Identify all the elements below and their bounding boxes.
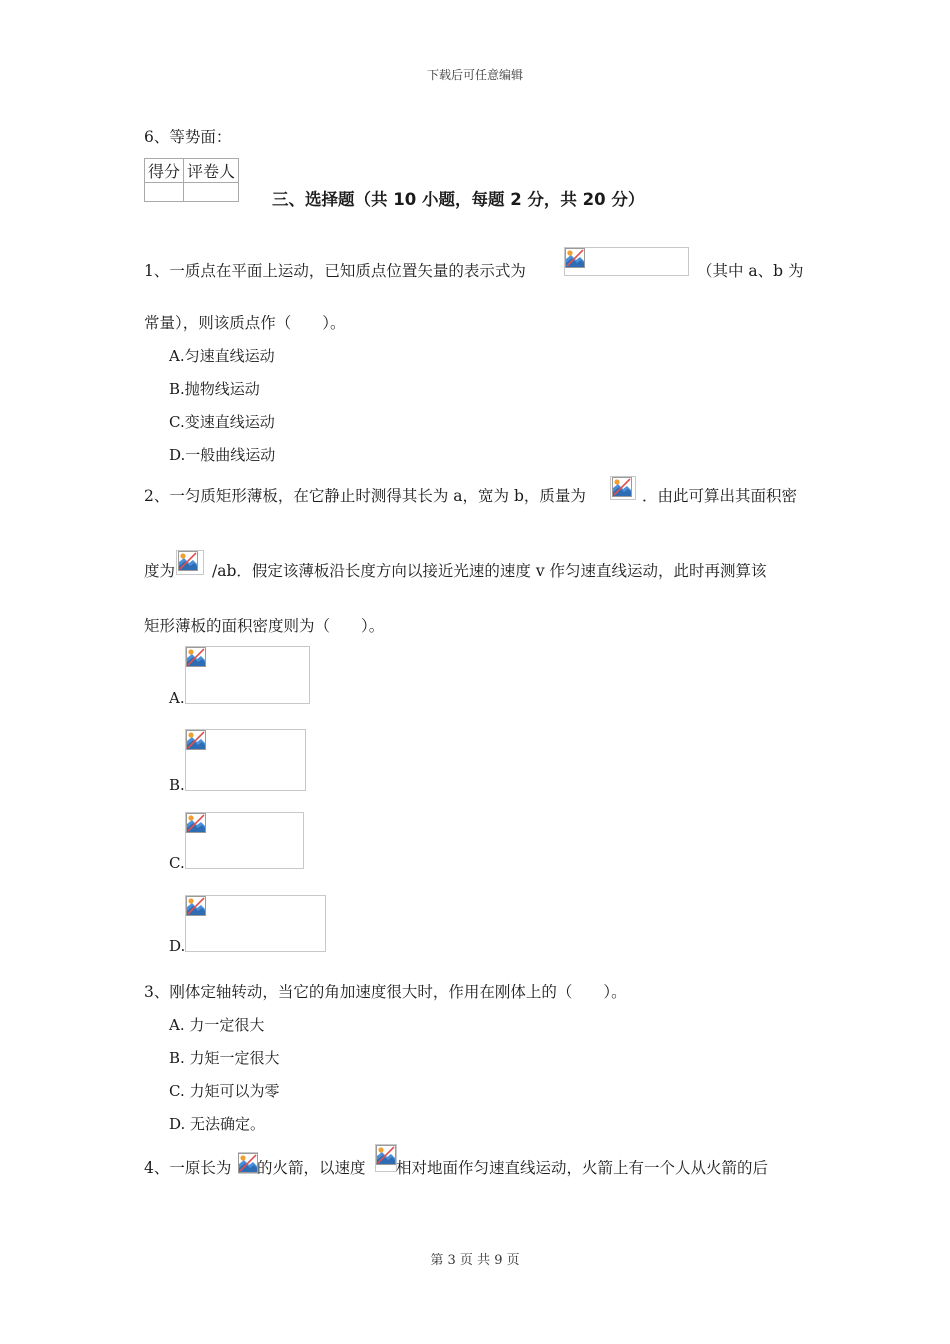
q3-option-c: C. 力矩可以为零: [169, 1082, 280, 1100]
broken-image-icon: [186, 647, 206, 667]
q1-formula-image: [564, 247, 689, 276]
score-cell: [145, 183, 184, 202]
q1-stem-line2: 常量），则该质点作（ ）。: [144, 314, 346, 332]
broken-image-icon: [238, 1153, 258, 1173]
section-title: 三、选择题（共 10 小题，每题 2 分，共 20 分）: [272, 190, 645, 209]
broken-image-icon: [186, 730, 206, 750]
q4-stem-part2: 的火箭，以速度: [257, 1159, 366, 1177]
q2-stem-part2: ．由此可算出其面积密: [642, 487, 798, 505]
q3-option-b: B. 力矩一定很大: [169, 1049, 280, 1067]
q2-density-image: [176, 550, 204, 575]
score-table: [144, 158, 239, 202]
q1-option-d: D.一般曲线运动: [169, 446, 276, 464]
page-header: 下载后可任意编辑: [426, 68, 523, 82]
q2-option-a-label: A.: [169, 689, 185, 707]
q2-option-d-image: [185, 895, 326, 952]
q2-stem-part1: 2、一匀质矩形薄板，在它静止时测得其长为 a，宽为 b，质量为: [144, 487, 586, 505]
q1-option-c: C.变速直线运动: [169, 413, 275, 431]
score-header: 得分: [145, 159, 184, 183]
q4-velocity-image: [375, 1144, 397, 1172]
grader-header: 评卷人: [184, 159, 239, 183]
q1-stem-part2: （其中 a、b 为: [697, 262, 804, 280]
q1-option-a: A.匀速直线运动: [169, 347, 275, 365]
broken-image-icon: [612, 477, 632, 497]
q1-option-b: B.抛物线运动: [169, 380, 260, 398]
broken-image-icon: [376, 1145, 396, 1165]
broken-image-icon: [178, 551, 198, 571]
q2-option-d-label: D.: [169, 937, 186, 955]
q2-stem-line3: 矩形薄板的面积密度则为（ ）。: [144, 617, 385, 635]
question-6-fill: 6、等势面：: [144, 128, 232, 146]
grader-cell: [184, 183, 239, 202]
q2-option-c-image: [185, 812, 304, 869]
broken-image-icon: [565, 248, 585, 268]
q2-option-a-image: [185, 646, 310, 704]
q3-option-a: A. 力一定很大: [169, 1016, 265, 1034]
q2-mass-image: [610, 476, 636, 500]
q2-option-b-label: B.: [169, 776, 185, 794]
q1-stem-part1: 1、一质点在平面上运动，已知质点位置矢量的表示式为: [144, 262, 526, 280]
q2-stem-line2-post: /ab．假定该薄板沿长度方向以接近光速的速度 v 作匀速直线运动，此时再测算该: [212, 562, 767, 580]
q3-stem: 3、刚体定轴转动，当它的角加速度很大时，作用在刚体上的（ ）。: [144, 983, 627, 1001]
q3-option-d: D. 无法确定。: [169, 1115, 266, 1133]
q4-stem-part3: 相对地面作匀速直线运动，火箭上有一个人从火箭的后: [396, 1159, 769, 1177]
q4-length-image: [238, 1152, 258, 1174]
broken-image-icon: [186, 813, 206, 833]
q2-stem-line2-pre: 度为: [144, 562, 176, 580]
broken-image-icon: [186, 896, 206, 916]
page-footer: 第 3 页 共 9 页: [430, 1253, 520, 1268]
q2-option-b-image: [185, 729, 306, 791]
q4-stem-part1: 4、一原长为: [144, 1159, 232, 1177]
q2-option-c-label: C.: [169, 854, 185, 872]
